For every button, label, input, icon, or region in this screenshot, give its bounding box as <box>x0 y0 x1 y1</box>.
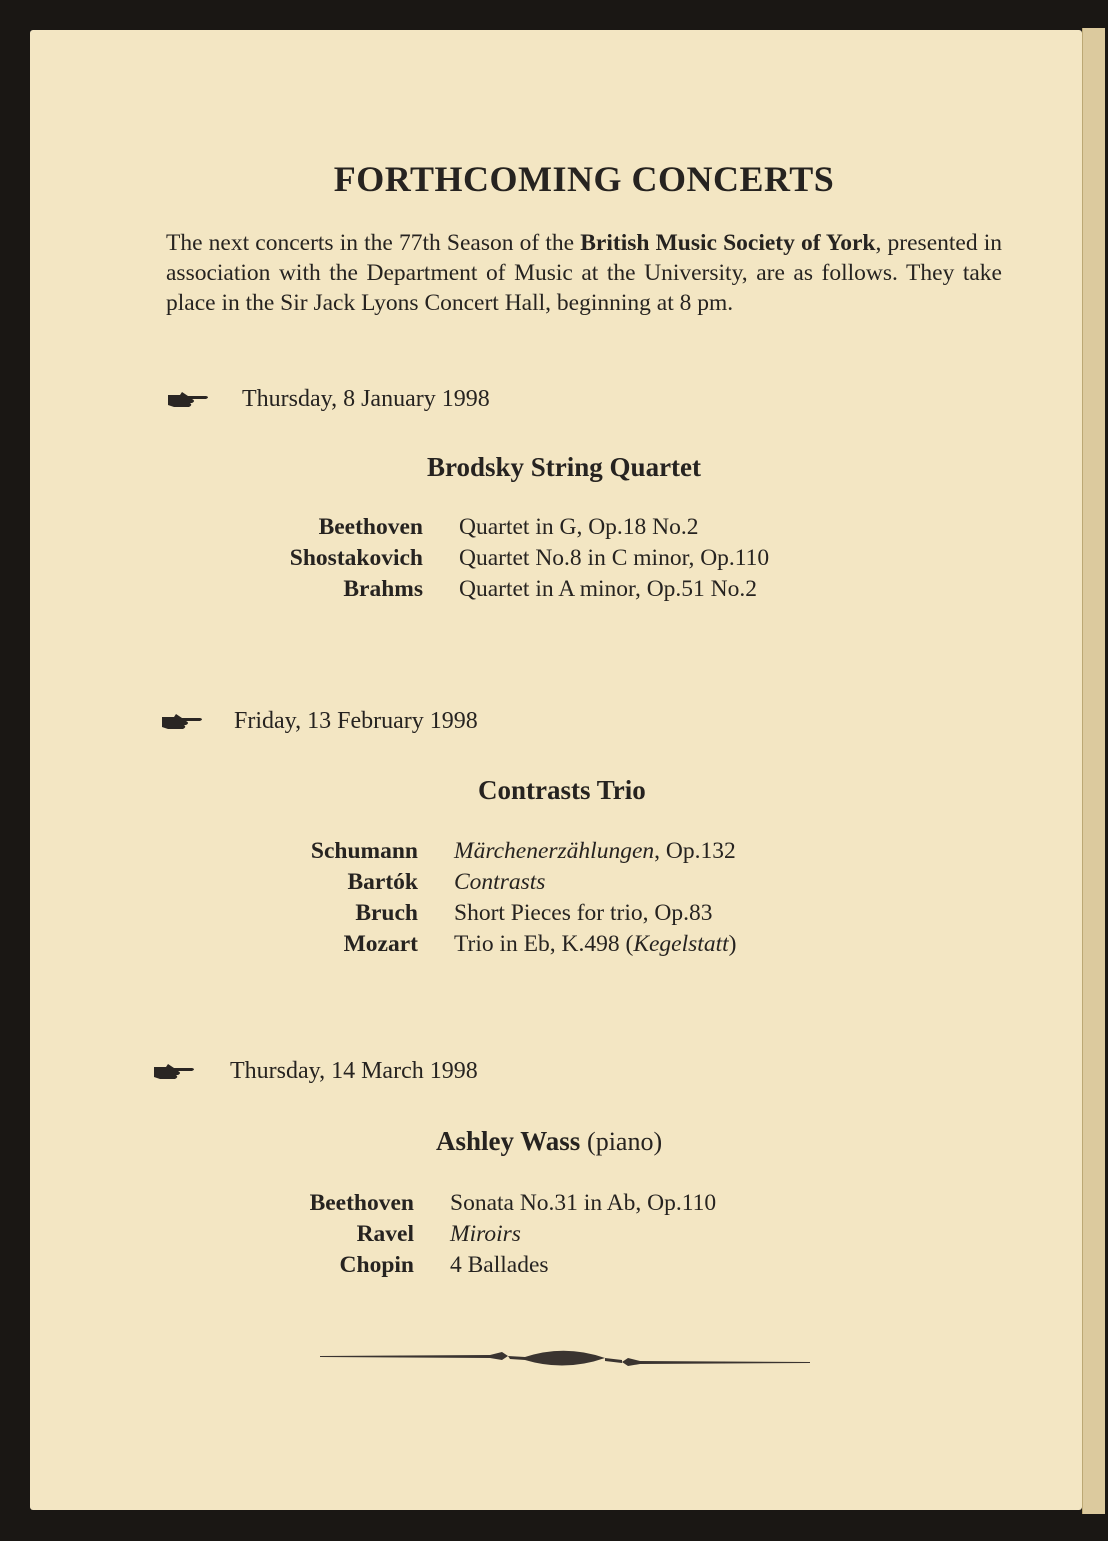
work-title-italic: Märchenerzählungen <box>454 838 655 864</box>
programme-row <box>289 545 770 576</box>
composer-name: Schumann <box>310 838 418 864</box>
work-title: Quartet in G, Op.18 No.2 <box>459 514 699 540</box>
pointing-hand-icon <box>166 390 212 410</box>
work-title-head: Trio in Eb, K.498 ( <box>454 931 634 957</box>
programme-row <box>347 869 736 900</box>
pointing-hand-icon <box>152 1062 198 1082</box>
composer-name: Bruch <box>355 900 418 926</box>
work-title: Quartet No.8 in C minor, Op.110 <box>459 545 770 571</box>
programme-row <box>318 514 769 545</box>
concert-1-programme <box>289 514 770 607</box>
work-title: Sonata No.31 in Ab, Op.110 <box>450 1190 717 1216</box>
concert-3-date: Thursday, 14 March 1998 <box>230 1058 478 1084</box>
work-title: Short Pieces for trio, Op.83 <box>454 900 713 926</box>
programme-row <box>343 576 769 607</box>
work-title <box>454 931 736 957</box>
ornamental-divider <box>320 1340 810 1380</box>
programme-row <box>355 900 736 931</box>
programme-row <box>343 931 737 962</box>
concert-2-date: Friday, 13 February 1998 <box>234 708 478 734</box>
composer-name: Chopin <box>339 1252 414 1278</box>
programme-row <box>310 838 736 869</box>
work-title: Miroirs <box>450 1221 521 1247</box>
programme-row <box>356 1221 716 1252</box>
pointing-hand-icon <box>160 712 206 732</box>
programme-row <box>339 1252 716 1283</box>
composer-name: Beethoven <box>309 1190 414 1216</box>
society-name: British Music Society of York <box>580 230 876 256</box>
composer-name: Ravel <box>356 1221 414 1247</box>
performer-name: Ashley Wass <box>436 1126 581 1156</box>
work-title <box>454 838 736 864</box>
composer-name: Mozart <box>343 931 418 957</box>
programme-row <box>309 1190 717 1221</box>
concert-2-ensemble: Contrasts Trio <box>478 775 646 805</box>
intro-paragraph <box>166 228 1002 318</box>
composer-name: Beethoven <box>318 514 423 540</box>
composer-name: Bartók <box>347 869 418 895</box>
work-title-tail: ) <box>728 931 737 957</box>
composer-name: Brahms <box>343 576 423 602</box>
composer-name: Shostakovich <box>289 545 423 571</box>
concert-2-programme <box>310 838 737 962</box>
work-title-tail: , Op.132 <box>654 838 736 864</box>
work-title: 4 Ballades <box>450 1252 549 1278</box>
concert-3-programme <box>309 1190 717 1283</box>
concert-1-ensemble: Brodsky String Quartet <box>427 452 702 482</box>
work-title-italic: Kegelstatt <box>633 931 729 957</box>
intro-text-1: The next concerts in the 77th Season of the <box>166 230 581 256</box>
concert-1-date: Thursday, 8 January 1998 <box>242 386 490 412</box>
work-title: Contrasts <box>454 869 546 895</box>
concert-3-ensemble <box>436 1126 662 1157</box>
work-title: Quartet in A minor, Op.51 No.2 <box>459 576 758 602</box>
intro-text-2: , presented in association with the Department of Music at the University, are as follows. They take place in the Sir Jack Lyons Concert Hall, beginning at 8 pm. <box>166 230 1003 316</box>
page-title: FORTHCOMING CONCERTS <box>333 159 835 199</box>
performer-instrument: (piano) <box>587 1127 663 1156</box>
page-edge <box>1082 28 1105 1514</box>
